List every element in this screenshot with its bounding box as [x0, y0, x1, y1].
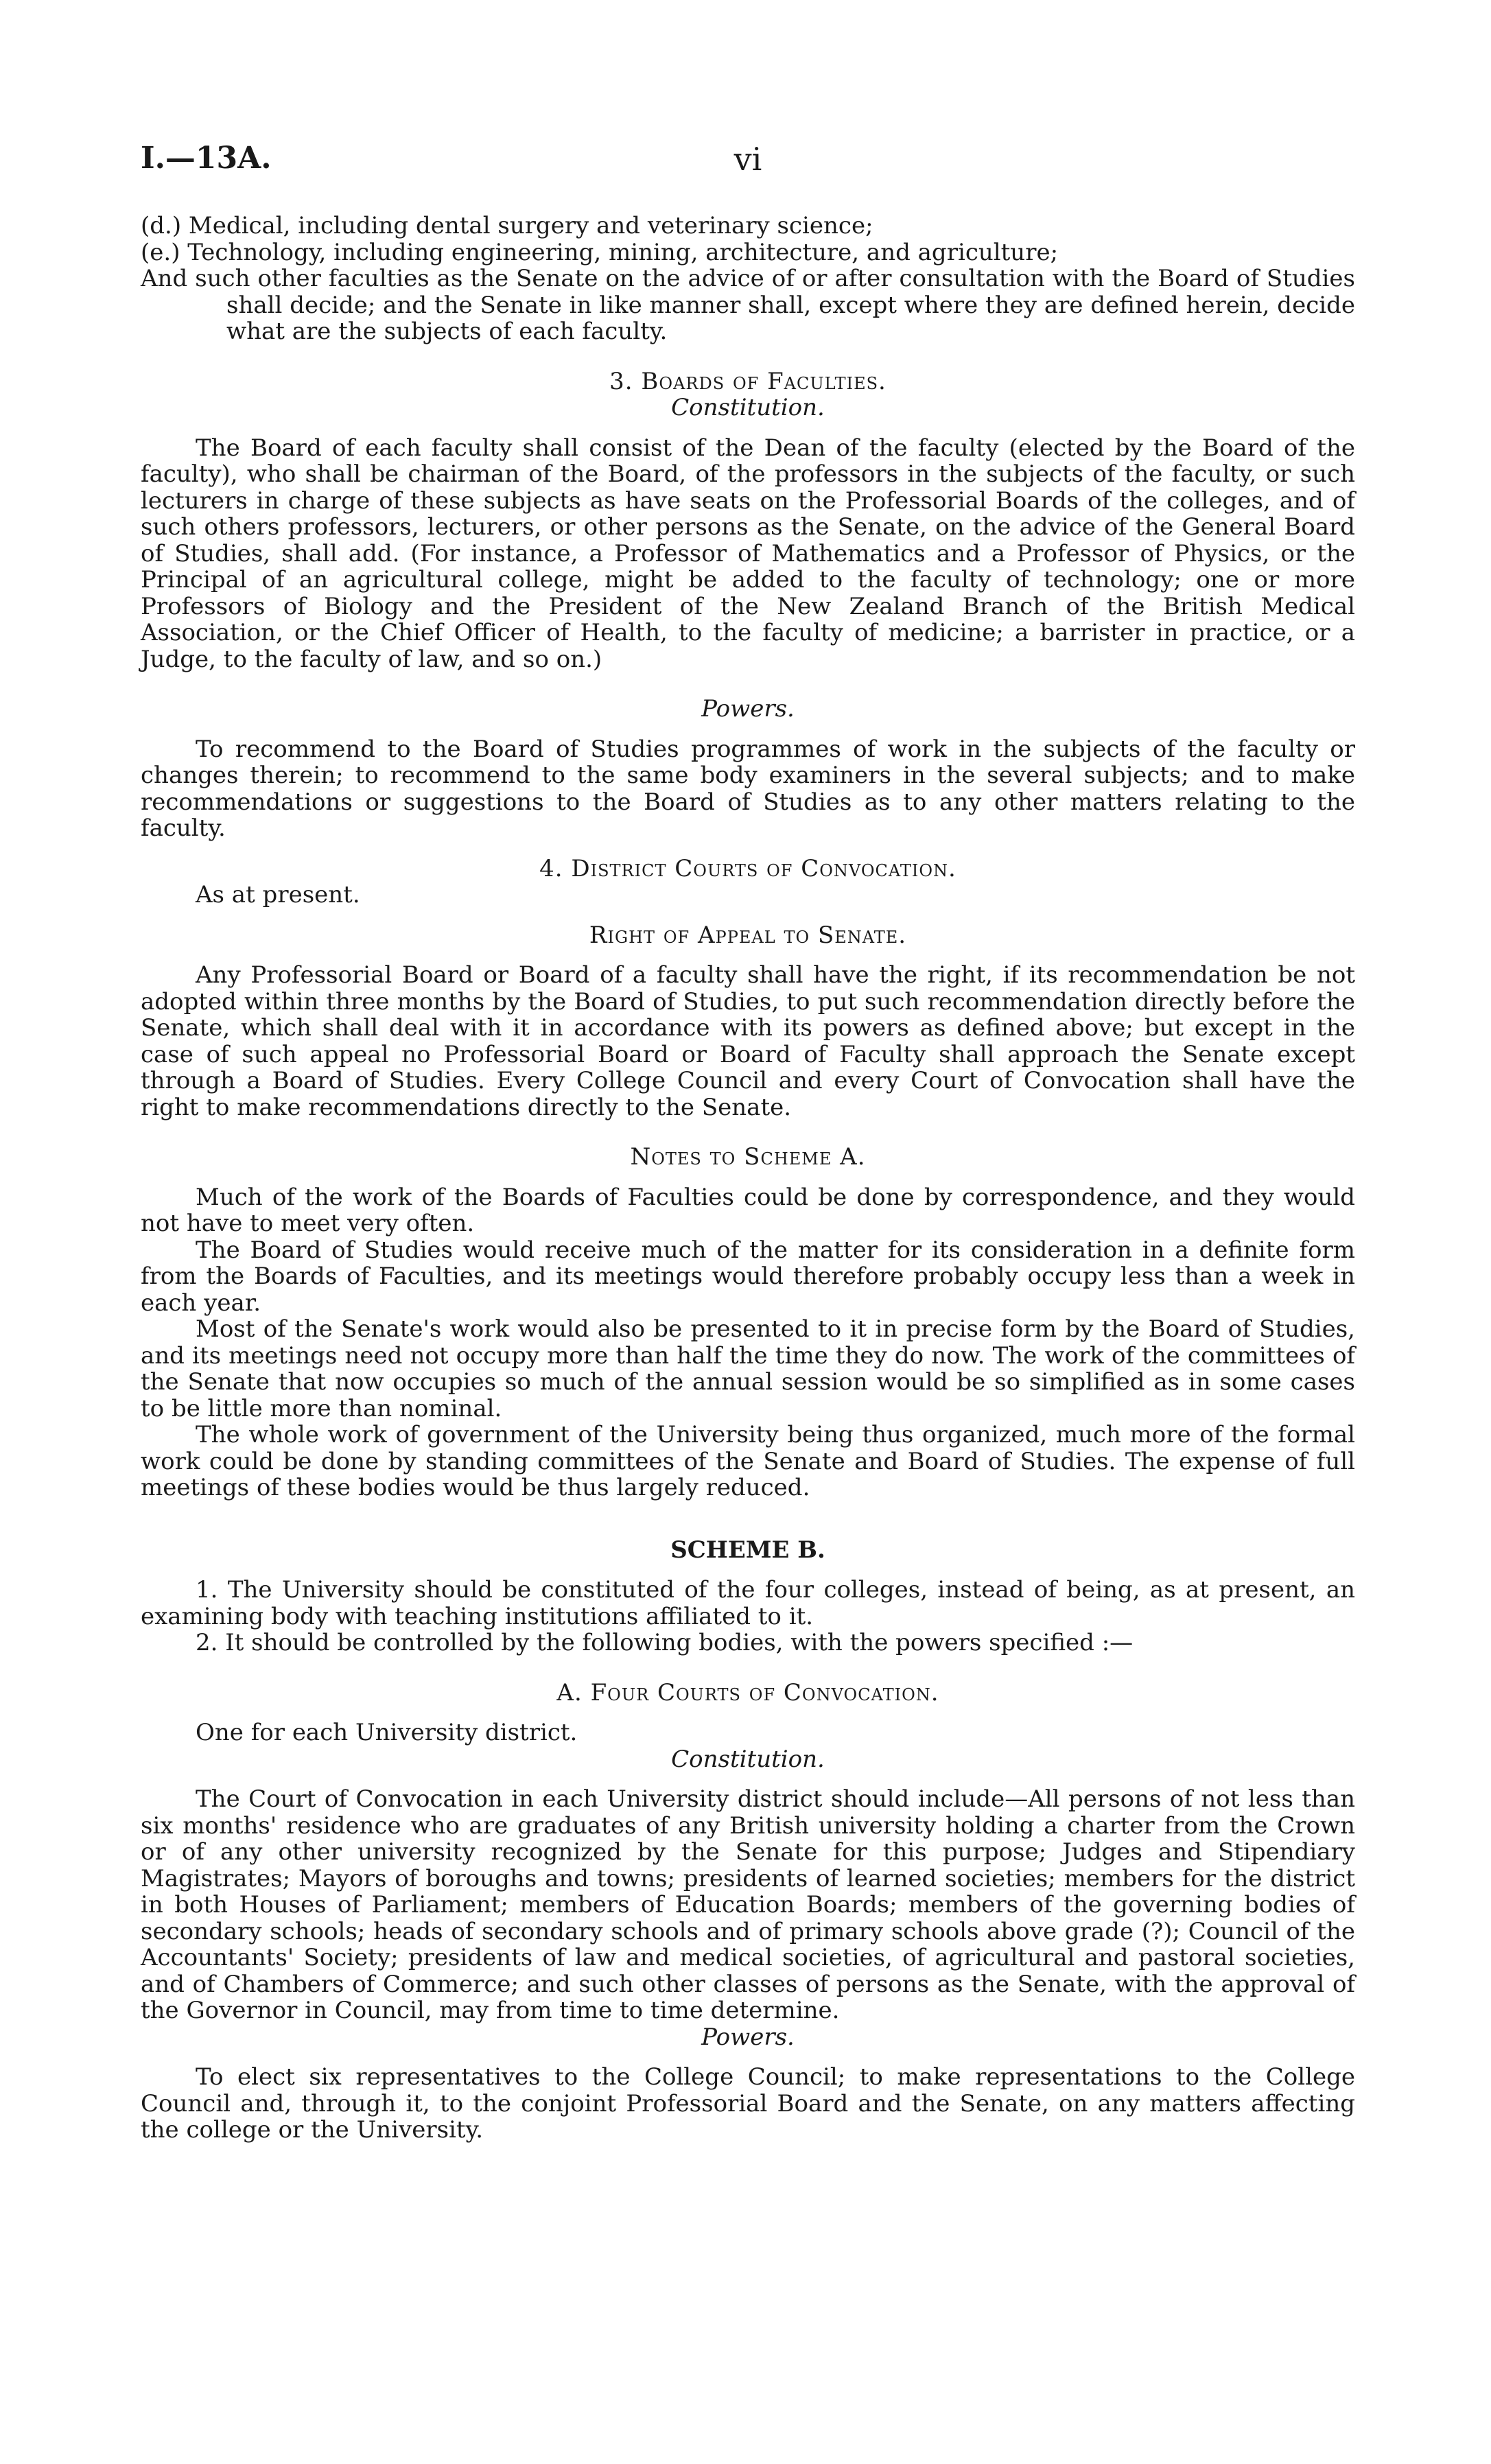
section-heading-notes-scheme-a: Notes to Scheme A. [630, 1143, 866, 1171]
scheme-b-item: 1. The University should be constituted of the four colleges, instead of being, as at present, an examining body with teaching institutions affiliated to it. [141, 1576, 1355, 1630]
section-heading-boards-of-faculties: 3. Boards of Faculties. [609, 367, 887, 395]
page-reference: I.—13A. [141, 141, 272, 176]
list-item-medical: (d.) Medical, including dental surgery and veterinary science; [141, 212, 873, 239]
paragraph-one-per-district: One for each University district. [196, 1719, 578, 1746]
paragraph-convocation-powers: To elect six representatives to the College Council; to make representations to the College Council and, through it, to the conjoint Professorial Board and the Senate, on any matters affecting the college or the University. [141, 2063, 1355, 2144]
paragraph-board-constitution: The Board of each faculty shall consist of the Dean of the faculty (elected by the Board of the faculty), who shall be chairman of the Board, of the professors in the subjects of the faculty, or such lecturers in charge of these subjects as have seats on the Professorial Boards of the colleges, and of such others professors, lecturers, or other persons as the Senate, on the advice of the General Board of Studies, shall add. (For instance, a Professor of Mathematics and a Professor of Physics, or the Principal of an agricultural college, might be added to the faculty of technology; one or more Professors of Biology and the President of the New Zealand Branch of the British Medical Association, or the Chief Officer of Health, to the faculty of medicine; a barrister in practice, or a Judge, to the faculty of law, and so on.) [141, 434, 1355, 673]
section-heading-district-courts: 4. District Courts of Convocation. [539, 854, 956, 882]
subheading-powers: Powers. [701, 695, 795, 723]
paragraph-note: Most of the Senate's work would also be presented to it in precise form by the Board of Studies, and its meetings need not occupy more than half the time they do now. The work of the committees of the Senate that now occupies so much of the annual session would be so simplified as in some cases to be little more than nominal. [141, 1315, 1355, 1422]
subheading-powers: Powers. [701, 2023, 795, 2051]
paragraph-board-powers: To recommend to the Board of Studies programmes of work in the subjects of the faculty or changes therein; to recommend to the same body examiners in the several subjects; and to make recommendations or suggestions to the Board of Studies as to any other matters relating to the faculty. [141, 735, 1355, 842]
subheading-constitution: Constitution. [671, 394, 825, 421]
section-heading-four-courts: A. Four Courts of Convocation. [556, 1678, 939, 1706]
section-heading-scheme-b: SCHEME B. [670, 1536, 825, 1564]
paragraph-as-at-present: As at present. [196, 881, 360, 908]
subheading-constitution: Constitution. [671, 1745, 825, 1773]
section-heading-right-of-appeal: Right of Appeal to Senate. [589, 921, 907, 949]
paragraph-note: The whole work of government of the University being thus organized, much more of the formal work could be done by standing committees of the Senate and Board of Studies. The expense of full meetings of these bodies would be thus largely reduced. [141, 1421, 1355, 1501]
page-number: vi [733, 141, 762, 178]
page-header [141, 141, 1355, 182]
paragraph-note: The Board of Studies would receive much of the matter for its consideration in a definite form from the Boards of Faculties, and its meetings would therefore probably occupy less than a week in each year. [141, 1236, 1355, 1317]
paragraph-convocation-constitution: The Court of Convocation in each University district should include—All persons of not less than six months' residence who are graduates of any British university holding a charter from the Crown or of any other university recognized by the Senate for this purpose; Judges and Stipendiary Magistrates; Mayors of boroughs and towns; presidents of learned societies; members for the district in both Houses of Parliament; members of Education Boards; members of the governing bodies of secondary schools; heads of secondary schools and of primary schools above grade (?); Council of the Accountants' Society; presidents of law and medical societies, of agricultural and pastoral societies, and of Chambers of Commerce; and such other classes of persons as the Senate, with the approval of the Governor in Council, may from time to time determine. [141, 1785, 1355, 2024]
faculties-clause: And such other faculties as the Senate on the advice of or after consultation with the Board of Studies shall decide; and the Senate in like manner shall, except where they are defined herein, decide what are the subjects of each faculty. [141, 265, 1355, 345]
list-item-technology: (e.) Technology, including engineering, mining, architecture, and agriculture; [141, 238, 1059, 266]
paragraph-note: Much of the work of the Boards of Faculties could be done by correspondence, and they would not have to meet very often. [141, 1183, 1355, 1237]
paragraph-right-of-appeal: Any Professorial Board or Board of a faculty shall have the right, if its recommendation be not adopted within three months by the Board of Studies, to put such recommendation directly before the Senate, which shall deal with it in accordance with its powers as defined above; but except in the case of such appeal no Professorial Board or Board of Faculty shall approach the Senate except through a Board of Studies. Every College Council and every Court of Convocation shall have the right to make recommendations directly to the Senate. [141, 961, 1355, 1121]
document-body [141, 213, 1355, 2144]
scheme-b-item: 2. It should be controlled by the following bodies, with the powers specified :— [196, 1629, 1134, 1656]
